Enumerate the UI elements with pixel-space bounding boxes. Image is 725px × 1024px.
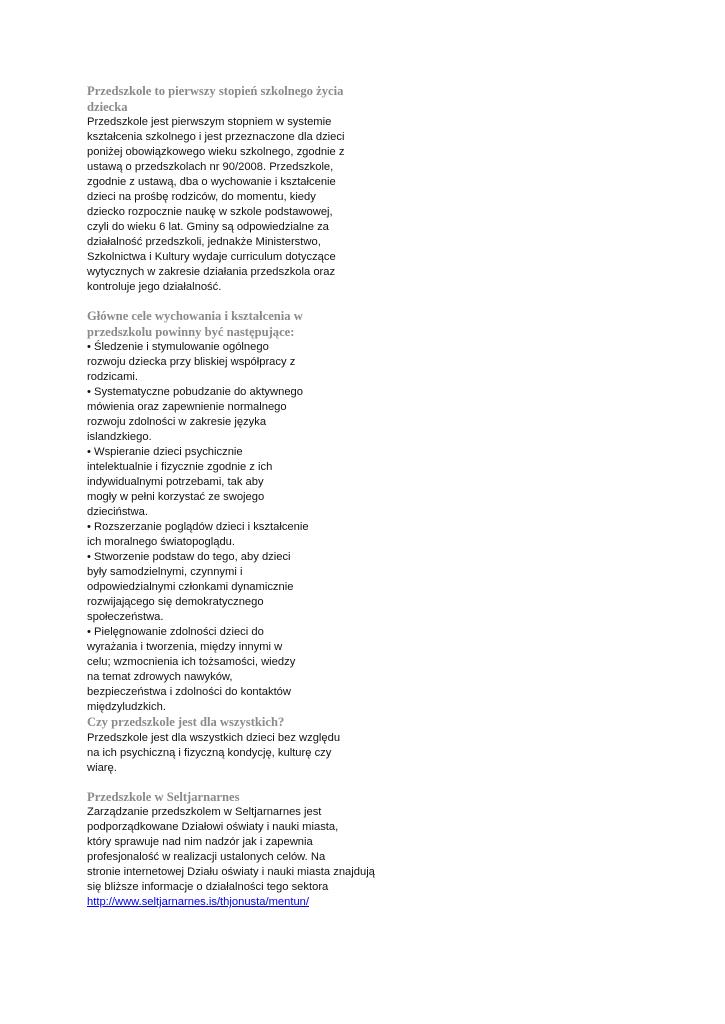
- bullet-line: były samodzielnymi, czynnymi i: [87, 566, 243, 578]
- bullet-line: ich moralnego światopoglądu.: [87, 536, 236, 548]
- section-heading: Przedszkole w Seltjarnarnes: [87, 789, 240, 804]
- bullet-line: odpowiedzialnymi członkami dynamicznie: [87, 581, 294, 593]
- paragraph-line: ustawą o przedszkolach nr 90/2008. Przedszkole,: [87, 161, 334, 173]
- paragraph-line: stronie internetowej Działu oświaty i nauki miasta znajdują: [87, 866, 375, 878]
- bullet-line: wyrażania i tworzenia, między innymi w: [87, 641, 283, 653]
- bullet-line: • Pielęgnowanie zdolności dzieci do: [87, 626, 264, 638]
- paragraph-line: poniżej obowiązkowego wieku szkolnego, zgodnie z: [87, 146, 345, 158]
- paragraph-line: wiarę.: [87, 761, 117, 774]
- paragraph-line: Szkolnictwa i Kultury wydaje curriculum dotyczące: [87, 251, 336, 263]
- bullet-line: mogły w pełni korzystać ze swojego: [87, 491, 265, 503]
- document-page: [87, 84, 407, 910]
- paragraph-line: wytycznych w zakresie działania przedszkola oraz: [87, 266, 336, 278]
- paragraph-line: działalność przedszkoli, jednakże Ministerstwo,: [87, 236, 321, 248]
- section-heading: Przedszkole to pierwszy stopień szkolnego życia: [87, 84, 344, 98]
- bullet-line: bezpieczeństwa i zdolności do kontaktów: [87, 686, 291, 698]
- paragraph-line: Przedszkole jest pierwszym stopniem w systemie: [87, 116, 332, 128]
- section-everyone: [87, 715, 407, 776]
- paragraph-line: na ich psychiczną i fizyczną kondycję, kulturę czy: [87, 746, 332, 759]
- section-spacer: [87, 295, 407, 309]
- bullet-line: • Systematyczne pobudzanie do aktywnego: [87, 386, 303, 398]
- bullet-line: rozwijającego się demokratycznego: [87, 596, 264, 608]
- bullet-line: indywidualnymi potrzebami, tak aby: [87, 476, 264, 488]
- bullet-line: • Stworzenie podstaw do tego, aby dzieci: [87, 551, 291, 563]
- paragraph-line: dziecko rozpocznie naukę w szkole podstawowej,: [87, 206, 333, 218]
- section-heading: dziecka: [87, 99, 128, 114]
- paragraph-line: dzieci na prośbę rodziców, do momentu, kiedy: [87, 191, 316, 203]
- bullet-line: rozwoju dziecka przy bliskiej współpracy z: [87, 356, 296, 368]
- seltjarnarnes-education-link[interactable]: http://www.seltjarnarnes.is/thjonusta/mentun/: [87, 896, 309, 908]
- bullet-line: • Rozszerzanie poglądów dzieci i kształcenie: [87, 521, 309, 533]
- paragraph-line: Zarządzanie przedszkolem w Seltjarnarnes jest: [87, 806, 322, 818]
- paragraph-line: kontroluje jego działalność.: [87, 281, 222, 293]
- bullet-line: • Wspieranie dzieci psychicznie: [87, 446, 243, 458]
- section-heading: Czy przedszkole jest dla wszystkich?: [87, 715, 285, 729]
- bullet-line: mówienia oraz zapewnienie normalnego: [87, 401, 287, 413]
- bullet-line: na temat zdrowych nawyków,: [87, 671, 233, 683]
- section-heading: przedszkolu powinny być następujące:: [87, 324, 295, 339]
- section-spacer: [87, 776, 407, 790]
- paragraph-line: Przedszkole jest dla wszystkich dzieci bez względu: [87, 731, 341, 744]
- bullet-line: • Śledzenie i stymulowanie ogólnego: [87, 341, 269, 353]
- paragraph-line: czyli do wieku 6 lat. Gminy są odpowiedzialne za: [87, 221, 329, 233]
- paragraph-line: podporządkowane Działowi oświaty i nauki miasta,: [87, 821, 339, 833]
- paragraph-line: kształcenia szkolnego i jest przeznaczone dla dzieci: [87, 131, 345, 143]
- paragraph-line: który sprawuje nad nim nadzór jak i zapewnia: [87, 836, 313, 848]
- bullet-line: islandzkiego.: [87, 431, 152, 443]
- bullet-line: społeczeństwa.: [87, 611, 164, 623]
- bullet-line: rodzicami.: [87, 371, 138, 383]
- section-heading: Główne cele wychowania i kształcenia w: [87, 309, 303, 323]
- bullet-line: intelektualnie i fizycznie zgodnie z ich: [87, 461, 273, 473]
- bullet-line: międzyludzkich.: [87, 701, 166, 713]
- section-goals: [87, 309, 407, 715]
- section-seltjarnarnes: [87, 790, 407, 911]
- bullet-line: dzieciństwa.: [87, 506, 148, 518]
- paragraph-line: zgodnie z ustawą, dba o wychowanie i kształcenie: [87, 176, 336, 188]
- section-intro: [87, 84, 407, 295]
- bullet-line: celu; wzmocnienia ich tożsamości, wiedzy: [87, 656, 296, 668]
- paragraph-line: profesjonalość w realizacji ustalonych celów. Na: [87, 851, 326, 863]
- bullet-line: rozwoju zdolności w zakresie języka: [87, 416, 267, 428]
- paragraph-line: się bliższe informacje o działalności tego sektora: [87, 881, 329, 893]
